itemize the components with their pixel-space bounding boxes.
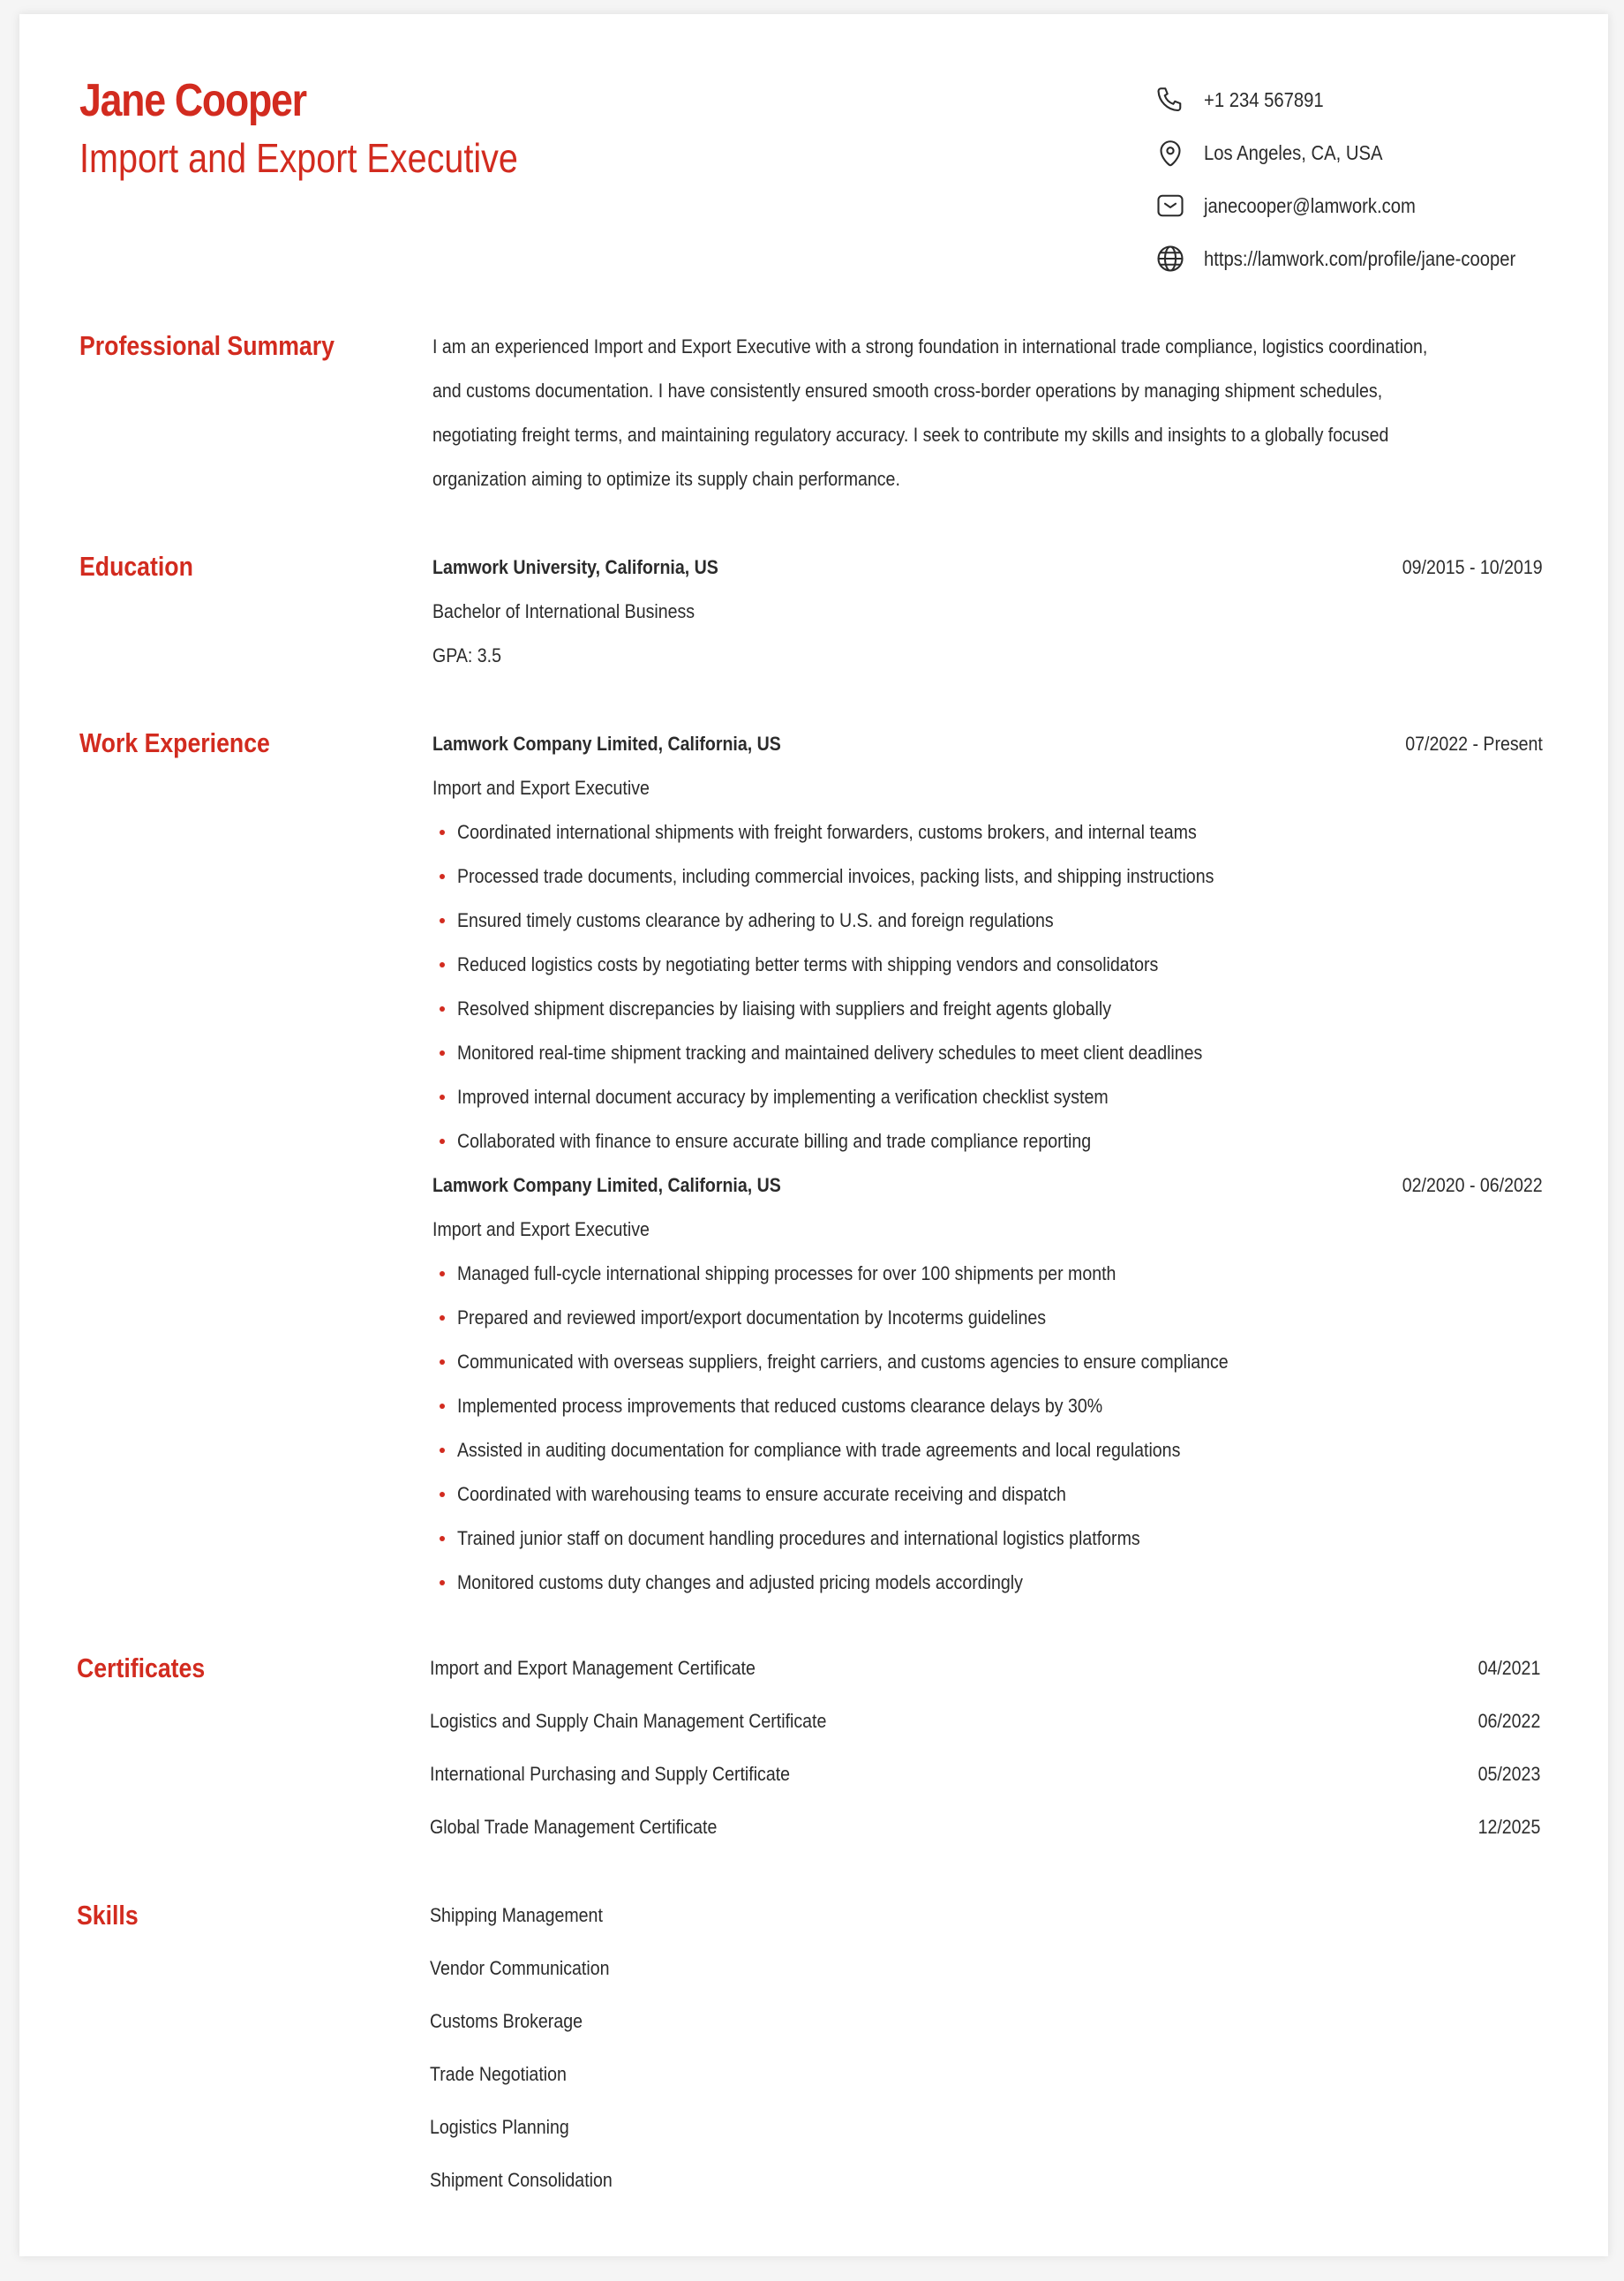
section-heading: Education: [79, 551, 193, 582]
section-heading: Work Experience: [79, 727, 270, 758]
certificates-body: [430, 1642, 1540, 1854]
summary-line: negotiating freight terms, and maintaining regulatory accuracy. I seek to contribute my skills and insights to a globally focused: [432, 424, 1389, 446]
contact-email: [1154, 189, 1558, 222]
job-bullet: [432, 1252, 1543, 1296]
contact-website-text[interactable]: https://lamwork.com/profile/jane-cooper: [1204, 246, 1516, 270]
skill-name: Vendor Communication: [430, 1957, 610, 1979]
job-bullet: [432, 899, 1543, 943]
resume-header: [19, 14, 1608, 297]
candidate-name: Jane Cooper: [79, 75, 306, 126]
contact-website: [1154, 242, 1558, 275]
bullet-text: Managed full-cycle international shipping processes for over 100 shipments per month: [457, 1262, 1116, 1284]
bullet-dot-icon: [440, 1492, 445, 1497]
job-bullet: [432, 1031, 1543, 1075]
section-heading: Certificates: [77, 1652, 206, 1683]
job-bullet: [432, 1517, 1543, 1561]
skill-item: [430, 2101, 1540, 2154]
education-dates: 09/2015 - 10/2019: [1402, 556, 1543, 578]
certificate-name: Logistics and Supply Chain Management Certificate: [430, 1710, 827, 1732]
job-entry: [432, 722, 1543, 1163]
certificate-item: [430, 1695, 1540, 1748]
job-bullet: [432, 854, 1543, 899]
bullet-dot-icon: [440, 1536, 445, 1541]
bullet-dot-icon: [440, 1050, 445, 1056]
bullet-text: Processed trade documents, including commercial invoices, packing lists, and shipping instructions: [457, 865, 1214, 887]
job-bullet: [432, 1428, 1543, 1472]
job-company: Lamwork Company Limited, California, US: [432, 1174, 781, 1196]
bullet-text: Prepared and reviewed import/export documentation by Incoterms guidelines: [457, 1306, 1047, 1329]
certificate-date: 04/2021: [1477, 1657, 1540, 1679]
bullet-dot-icon: [440, 918, 445, 923]
skill-item: [430, 1889, 1540, 1942]
job-header-row: [432, 722, 1543, 766]
summary-body: [432, 325, 1543, 501]
job-bullet: [432, 1075, 1543, 1119]
job-dates: 02/2020 - 06/2022: [1402, 1174, 1543, 1196]
bullet-text: Reduced logistics costs by negotiating better terms with shipping vendors and consolidators: [457, 953, 1159, 975]
education-body: [432, 546, 1543, 678]
resume-page: [19, 14, 1608, 2256]
skill-item: [430, 2154, 1540, 2207]
certificate-item: [430, 1748, 1540, 1801]
location-pin-icon: [1154, 137, 1186, 169]
job-dates: 07/2022 - Present: [1405, 733, 1543, 755]
bullet-text: Collaborated with finance to ensure accurate billing and trade compliance reporting: [457, 1130, 1092, 1152]
job-bullet: [432, 1561, 1543, 1605]
job-role: Import and Export Executive: [432, 1218, 650, 1240]
job-bullet: [432, 1472, 1543, 1517]
bullet-dot-icon: [440, 874, 445, 879]
bullet-text: Resolved shipment discrepancies by liaising with suppliers and freight agents globally: [457, 997, 1111, 1020]
certificate-item: [430, 1801, 1540, 1854]
certificate-date: 05/2023: [1477, 1763, 1540, 1785]
skill-item: [430, 1995, 1540, 2048]
bullet-text: Monitored customs duty changes and adjusted pricing models accordingly: [457, 1571, 1023, 1593]
gpa: GPA: 3.5: [432, 644, 501, 666]
job-bullet: [432, 1384, 1543, 1428]
job-bullet: [432, 1340, 1543, 1384]
skills-body: [430, 1889, 1540, 2207]
job-role: Import and Export Executive: [432, 777, 650, 799]
job-bullet: [432, 810, 1543, 854]
certificate-date: 12/2025: [1477, 1816, 1540, 1838]
bullet-text: Coordinated with warehousing teams to ensure accurate receiving and dispatch: [457, 1483, 1066, 1505]
gpa-row: [432, 634, 1543, 678]
bullet-dot-icon: [440, 1315, 445, 1321]
job-bullet: [432, 987, 1543, 1031]
work-body: [432, 722, 1543, 1605]
contact-phone: [1154, 83, 1558, 117]
degree-row: [432, 590, 1543, 634]
bullet-dot-icon: [440, 1448, 445, 1453]
skill-name: Shipment Consolidation: [430, 2169, 613, 2191]
summary-line: organization aiming to optimize its supply chain performance.: [432, 468, 900, 490]
summary-line: I am an experienced Import and Export Executive with a strong foundation in international trade compliance, logistics coordination,: [432, 335, 1428, 358]
certificate-date: 06/2022: [1477, 1710, 1540, 1732]
mail-icon: [1154, 190, 1186, 222]
contact-email-text[interactable]: janecooper@lamwork.com: [1204, 193, 1416, 217]
bullet-dot-icon: [440, 1006, 445, 1012]
contact-location-text: Los Angeles, CA, USA: [1204, 140, 1383, 164]
bullet-text: Coordinated international shipments with freight forwarders, customs brokers, and internal teams: [457, 821, 1197, 843]
job-company: Lamwork Company Limited, California, US: [432, 733, 781, 755]
bullet-text: Assisted in auditing documentation for compliance with trade agreements and local regulations: [457, 1439, 1181, 1461]
contact-location: [1154, 136, 1558, 169]
school-name: Lamwork University, California, US: [432, 556, 718, 578]
skill-item: [430, 1942, 1540, 1995]
skill-name: Shipping Management: [430, 1904, 603, 1926]
bullet-dot-icon: [440, 962, 445, 967]
contact-phone-text[interactable]: +1 234 567891: [1204, 87, 1324, 111]
bullet-dot-icon: [440, 1359, 445, 1365]
bullet-text: Monitored real-time shipment tracking and maintained delivery schedules to meet client deadlines: [457, 1042, 1203, 1064]
certificate-name: Import and Export Management Certificate: [430, 1657, 756, 1679]
bullet-text: Trained junior staff on document handling procedures and international logistics platforms: [457, 1527, 1140, 1549]
globe-icon: [1154, 243, 1186, 275]
education-header-row: [432, 546, 1543, 590]
bullet-text: Improved internal document accuracy by implementing a verification checklist system: [457, 1086, 1109, 1108]
bullet-dot-icon: [440, 1139, 445, 1144]
candidate-title: Import and Export Executive: [79, 135, 518, 181]
bullet-text: Communicated with overseas suppliers, freight carriers, and customs agencies to ensure compliance: [457, 1351, 1229, 1373]
bullet-dot-icon: [440, 1580, 445, 1585]
contact-list: [1154, 83, 1558, 295]
skill-item: [430, 2048, 1540, 2101]
job-role-row: [432, 766, 1543, 810]
skill-name: Trade Negotiation: [430, 2063, 567, 2085]
section-heading: Professional Summary: [79, 330, 335, 361]
job-bullet: [432, 1296, 1543, 1340]
certificate-name: Global Trade Management Certificate: [430, 1816, 718, 1838]
bullet-dot-icon: [440, 1095, 445, 1100]
job-role-row: [432, 1208, 1543, 1252]
certificate-name: International Purchasing and Supply Certificate: [430, 1763, 791, 1785]
bullet-dot-icon: [440, 1271, 445, 1276]
job-entry: [432, 1163, 1543, 1605]
section-heading: Skills: [77, 1900, 139, 1931]
summary-line: and customs documentation. I have consistently ensured smooth cross-border operations by managing shipment schedules,: [432, 380, 1383, 402]
bullet-dot-icon: [440, 830, 445, 835]
certificate-item: [430, 1642, 1540, 1695]
skill-name: Logistics Planning: [430, 2116, 569, 2138]
bullet-text: Implemented process improvements that reduced customs clearance delays by 30%: [457, 1395, 1103, 1417]
skill-name: Customs Brokerage: [430, 2010, 583, 2032]
phone-icon: [1154, 84, 1186, 116]
job-header-row: [432, 1163, 1543, 1208]
job-bullet: [432, 1119, 1543, 1163]
degree: Bachelor of International Business: [432, 600, 695, 622]
bullet-text: Ensured timely customs clearance by adhering to U.S. and foreign regulations: [457, 909, 1054, 931]
bullet-dot-icon: [440, 1404, 445, 1409]
job-bullet: [432, 943, 1543, 987]
